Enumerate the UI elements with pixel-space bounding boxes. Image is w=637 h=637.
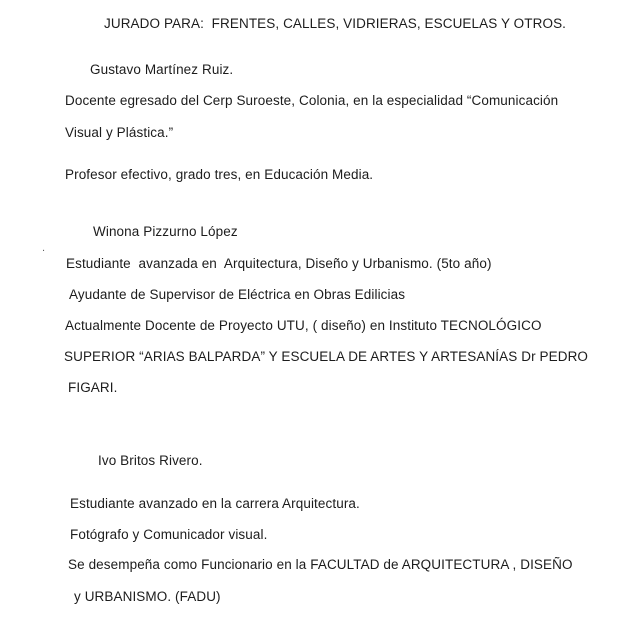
juror-1-bio-line-3: Profesor efectivo, grado tres, en Educación Media. [65,167,374,182]
stray-period-mark: . [42,242,46,254]
juror-name-gustavo-martinez-ruiz: Gustavo Martínez Ruiz. [90,62,234,77]
juror-2-bio-line-5: FIGARI. [68,380,118,395]
juror-2-bio-line-4: SUPERIOR “ARIAS BALPARDA” Y ESCUELA DE ARTES Y ARTESANÍAS Dr PEDRO [64,349,589,364]
juror-3-bio-line-2: Fotógrafo y Comunicador visual. [70,527,268,542]
juror-1-bio-line-1: Docente egresado del Cerp Suroeste, Colonia, en la especialidad “Comunicación [65,93,559,108]
juror-2-bio-line-1: Estudiante avanzada en Arquitectura, Diseño y Urbanismo. (5to año) [66,256,492,271]
juror-2-bio-line-3: Actualmente Docente de Proyecto UTU, ( diseño) en Instituto TECNOLÓGICO [65,318,542,333]
document-title: JURADO PARA: FRENTES, CALLES, VIDRIERAS, ESCUELAS Y OTROS. [104,16,567,31]
juror-name-ivo-britos-rivero: Ivo Britos Rivero. [98,453,203,468]
juror-2-bio-line-2: Ayudante de Supervisor de Eléctrica en Obras Edilicias [69,287,406,302]
juror-1-bio-line-2: Visual y Plástica.” [65,125,174,140]
juror-name-winona-pizzurno-lopez: Winona Pizzurno López [93,224,238,239]
juror-3-bio-line-1: Estudiante avanzado en la carrera Arquitectura. [70,496,360,511]
juror-3-bio-line-3: Se desempeña como Funcionario en la FACULTAD de ARQUITECTURA , DISEÑO [68,557,573,572]
juror-3-bio-line-4: y URBANISMO. (FADU) [74,589,221,604]
